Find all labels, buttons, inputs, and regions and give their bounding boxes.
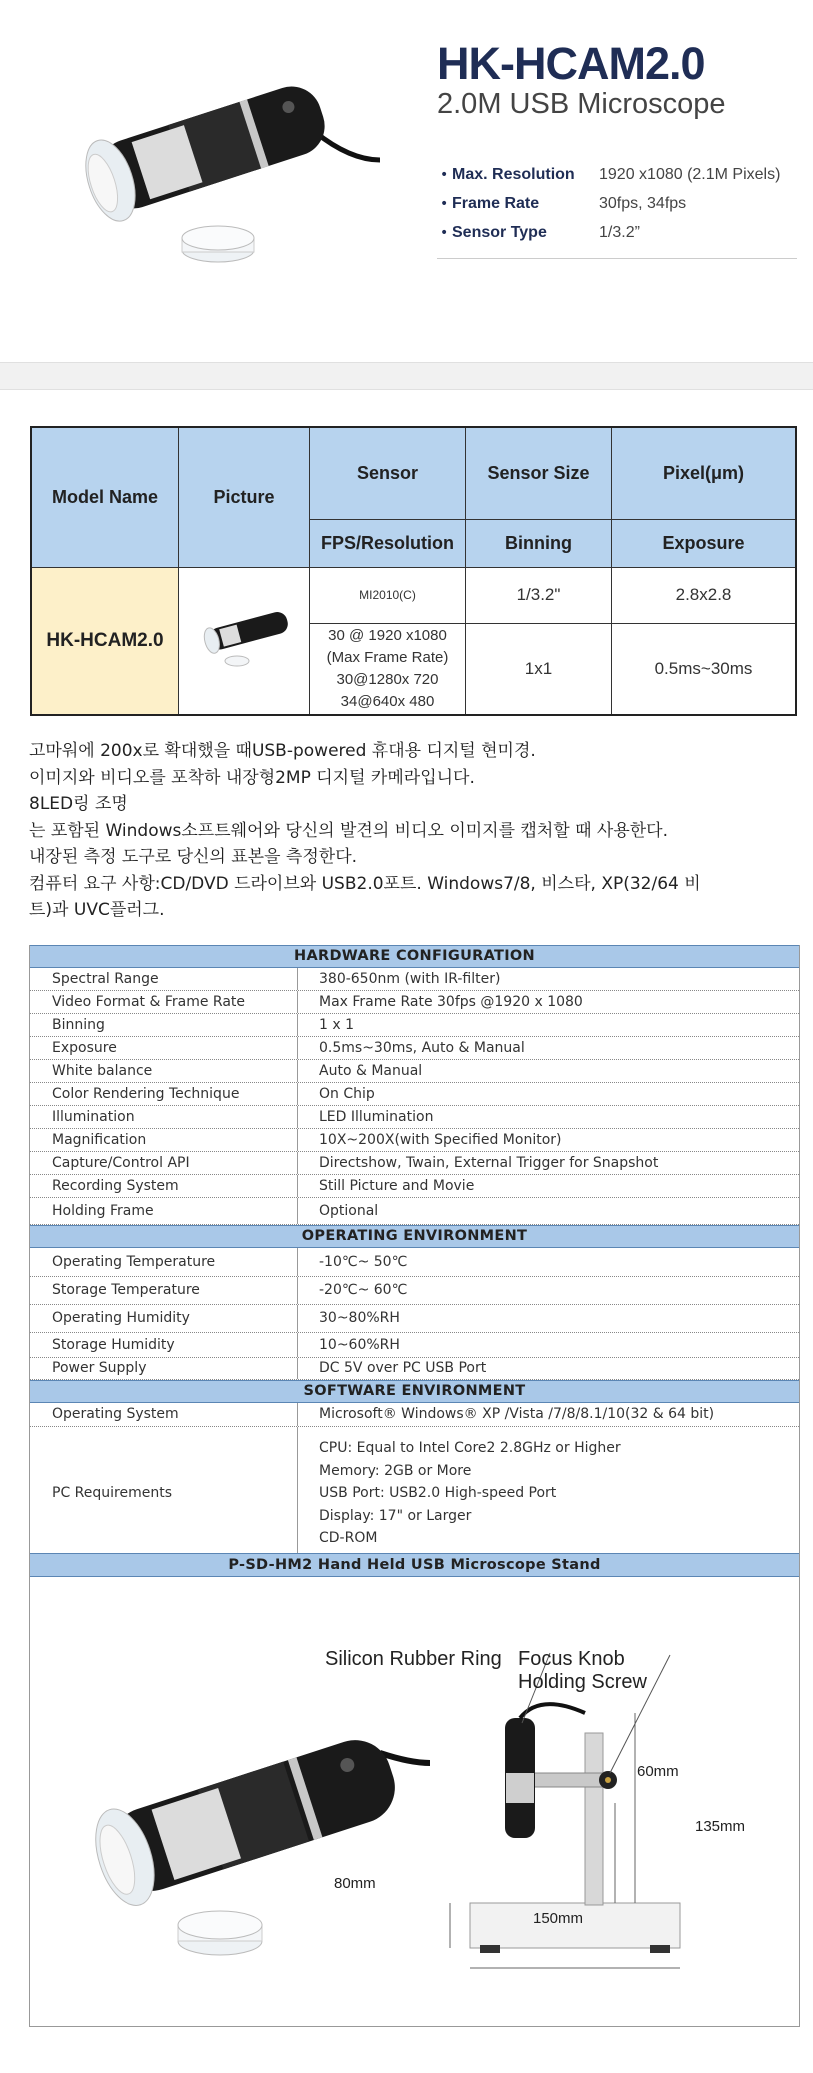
key-spec-list xyxy=(440,160,800,247)
header-binning: Binning xyxy=(466,519,612,567)
key-spec-row xyxy=(440,218,800,247)
sensor-size-cell: 1/3.2" xyxy=(466,567,612,623)
spec-value: Auto & Manual xyxy=(319,1063,423,1079)
spec-table xyxy=(29,945,800,1559)
spec-row xyxy=(30,991,799,1014)
microscope-large-image xyxy=(50,1693,430,1993)
label-holding-screw: Holding Screw xyxy=(518,1671,647,1693)
spec-row xyxy=(30,1152,799,1175)
spec-value: -10℃~ 50℃ xyxy=(319,1254,408,1270)
section-separator-band xyxy=(0,362,813,390)
spec-key: Operating Humidity xyxy=(30,1305,298,1332)
spec-value: LED Illumination xyxy=(319,1109,434,1125)
microscope-thumbnail xyxy=(189,603,299,673)
label-dim-60: 60mm xyxy=(637,1763,679,1780)
spec-row xyxy=(30,1305,799,1333)
section-header-software: SOFTWARE ENVIRONMENT xyxy=(30,1380,799,1403)
label-dim-80: 80mm xyxy=(334,1875,376,1892)
binning-cell: 1x1 xyxy=(466,623,612,715)
spec-row-pc-requirements xyxy=(30,1427,799,1559)
spec-value: On Chip xyxy=(319,1086,375,1102)
spec-row xyxy=(30,1037,799,1060)
spec-row xyxy=(30,1403,799,1427)
spec-key: Operating Temperature xyxy=(30,1248,298,1276)
model-name-cell: HK-HCAM2.0 xyxy=(31,567,179,715)
product-description xyxy=(29,738,809,924)
header-model-name: Model Name xyxy=(31,427,179,567)
spec-key: Recording System xyxy=(30,1175,298,1197)
description-line: 컴퓨터 요구 사항:CD/DVD 드라이브와 USB2.0포트. Windows7/8, 비스타, XP(32/64 비 xyxy=(29,873,701,894)
spec-row xyxy=(30,1106,799,1129)
spec-value: Directshow, Twain, External Trigger for Snapshot xyxy=(319,1155,659,1171)
description-line: 고마워에 200x로 확대했을 때USB-powered 휴대용 디지털 현미경. xyxy=(29,741,536,761)
spec-row xyxy=(30,1277,799,1305)
pc-req-line: Memory: 2GB or More xyxy=(319,1462,472,1479)
fps-resolution-cell xyxy=(310,623,466,715)
pc-req-line: USB Port: USB2.0 High-speed Port xyxy=(319,1485,557,1501)
fps-line: (Max Frame Rate) xyxy=(326,648,449,666)
spec-key: Magnification xyxy=(30,1129,298,1151)
spec-key: Color Rendering Technique xyxy=(30,1083,298,1105)
section-header-hardware: HARDWARE CONFIGURATION xyxy=(30,945,799,968)
spec-value: Optional xyxy=(319,1203,379,1219)
model-spec-table xyxy=(30,426,797,716)
spec-key: Illumination xyxy=(30,1106,298,1128)
spec-key: Holding Frame xyxy=(30,1198,298,1224)
spec-key: Spectral Range xyxy=(30,968,298,990)
spec-value: 0.5ms~30ms, Auto & Manual xyxy=(319,1040,525,1056)
key-spec-label: Frame Rate xyxy=(452,194,540,212)
product-subtitle: 2.0M USB Microscope xyxy=(437,88,726,120)
spec-row xyxy=(30,1060,799,1083)
description-line: 8LED링 조명 xyxy=(29,794,128,814)
stand-section xyxy=(29,1553,800,2027)
description-line: 는 포함된 Windows소프트웨어와 당신의 발견의 비디오 이미지를 캡처할 때 사용한다. xyxy=(29,820,669,841)
header-sensor: Sensor xyxy=(310,427,466,519)
key-spec-value: 30fps, 34fps xyxy=(599,194,687,212)
description-line: 트)과 UVC플러그. xyxy=(29,900,165,920)
spec-key: Binning xyxy=(30,1014,298,1036)
header-exposure: Exposure xyxy=(612,519,797,567)
sensor-cell: MI2010(C) xyxy=(310,567,466,623)
spec-key: Capture/Control API xyxy=(30,1152,298,1174)
pixel-cell: 2.8x2.8 xyxy=(612,567,797,623)
spec-value: DC 5V over PC USB Port xyxy=(319,1360,487,1376)
spec-row xyxy=(30,1014,799,1037)
spec-value-list xyxy=(298,1427,621,1558)
spec-row xyxy=(30,1175,799,1198)
label-dim-135: 135mm xyxy=(695,1818,746,1835)
fps-line: 34@640x 480 xyxy=(340,692,435,710)
label-rubber-ring: Silicon Rubber Ring xyxy=(325,1648,502,1670)
spec-value: Max Frame Rate 30fps @1920 x 1080 xyxy=(319,994,583,1010)
header-fps-resolution: FPS/Resolution xyxy=(310,519,466,567)
pc-req-line: CPU: Equal to Intel Core2 2.8GHz or Higher xyxy=(319,1440,621,1456)
fps-line: 30@1280x 720 xyxy=(336,670,439,688)
spec-key: White balance xyxy=(30,1060,298,1082)
key-spec-value: 1/3.2” xyxy=(599,223,640,241)
key-spec-row xyxy=(440,189,800,218)
hardware-rows xyxy=(30,968,799,1225)
pc-req-line: CD-ROM xyxy=(319,1530,378,1546)
spec-value: Microsoft® Windows® XP /Vista /7/8/8.1/10(32 & 64 bit) xyxy=(319,1406,715,1422)
section-header-operating: OPERATING ENVIRONMENT xyxy=(30,1225,799,1248)
product-title: HK-HCAM2.0 xyxy=(437,38,705,89)
spec-row xyxy=(30,1333,799,1358)
spec-value: 1 x 1 xyxy=(319,1017,354,1033)
exposure-cell: 0.5ms~30ms xyxy=(612,623,797,715)
label-focus-knob: Focus Knob xyxy=(518,1648,625,1670)
spec-key: Power Supply xyxy=(30,1358,298,1379)
spec-key: Storage Temperature xyxy=(30,1277,298,1304)
spec-value: 30~80%RH xyxy=(319,1310,400,1326)
spec-row xyxy=(30,1198,799,1225)
spec-row xyxy=(30,1358,799,1380)
spec-row xyxy=(30,1248,799,1277)
spec-value: -20℃~ 60℃ xyxy=(319,1282,408,1298)
spec-key: Storage Humidity xyxy=(30,1333,298,1357)
operating-rows xyxy=(30,1248,799,1380)
key-spec-row xyxy=(440,160,800,189)
bullet-icon: • xyxy=(440,166,449,183)
divider xyxy=(437,258,797,259)
fps-line: 30 @ 1920 x1080 xyxy=(328,626,447,644)
spec-value: 380-650nm (with IR-filter) xyxy=(319,971,501,987)
bullet-icon: • xyxy=(440,195,449,212)
key-spec-label: Sensor Type xyxy=(452,223,547,241)
spec-key: Operating System xyxy=(30,1403,298,1426)
spec-row xyxy=(30,1129,799,1152)
spec-row xyxy=(30,1083,799,1106)
spec-row xyxy=(30,968,799,991)
key-spec-label: Max. Resolution xyxy=(452,165,575,183)
header-pixel: Pixel(μm) xyxy=(612,427,797,519)
bullet-icon: • xyxy=(440,224,449,241)
spec-key: Video Format & Frame Rate xyxy=(30,991,298,1013)
spec-value: 10~60%RH xyxy=(319,1337,400,1353)
picture-cell xyxy=(179,567,310,715)
spec-key: Exposure xyxy=(30,1037,298,1059)
product-hero xyxy=(0,0,813,362)
header-sensor-size: Sensor Size xyxy=(466,427,612,519)
key-spec-value: 1920 x1080 (2.1M Pixels) xyxy=(599,165,781,183)
description-line: 이미지와 비디오를 포착하 내장형2MP 디지털 카메라입니다. xyxy=(29,767,475,788)
spec-key: PC Requirements xyxy=(30,1427,298,1558)
microscope-product-image xyxy=(30,40,390,320)
pc-req-line: Display: 17" or Larger xyxy=(319,1507,472,1524)
description-line: 내장된 측정 도구로 당신의 표본을 측정한다. xyxy=(29,847,358,867)
header-picture: Picture xyxy=(179,427,310,567)
stand-section-header: P-SD-HM2 Hand Held USB Microscope Stand xyxy=(30,1553,799,1577)
spec-value: 10X~200X(with Specified Monitor) xyxy=(319,1132,562,1148)
label-dim-150: 150mm xyxy=(533,1910,584,1927)
spec-value: Still Picture and Movie xyxy=(319,1178,475,1194)
